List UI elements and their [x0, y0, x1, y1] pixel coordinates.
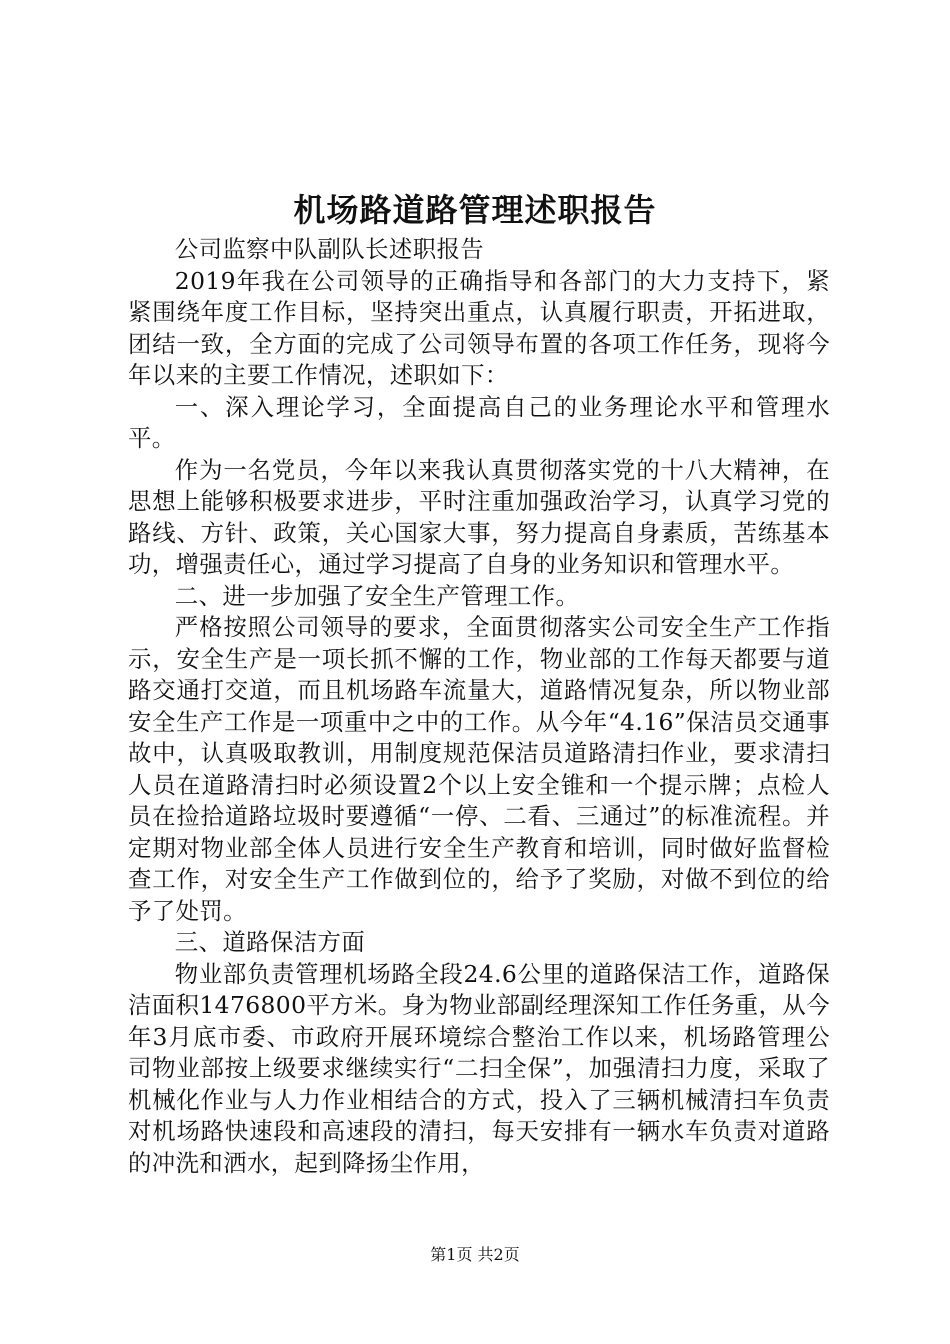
- section-heading-3: 三、道路保洁方面: [174, 928, 366, 956]
- section-heading-2: 二、进一步加强了安全生产管理工作。: [174, 581, 580, 610]
- page-number-footer: 第1页 共2页: [430, 1245, 520, 1264]
- document-title: 机场路道路管理述职报告: [293, 191, 657, 229]
- paragraph-road-cleaning: 物业部负责管理机场路全段24.6公里的道路保洁工作，道路保洁面积1476800平方米。身为物业部副经理深知工作任务重，从今年3月底市委、市政府开展环境综合整治工作以来，机场路管理公司物业部按上级要求继续实行“二扫全保”，加强清扫力度，采取了机械化作业与人力作业相结合的方式，投入了三辆机械清扫车负责对机场路快速段和高速段的清扫，每天安排有一辆水车负责对道路的冲洗和洒水，起到降扬尘作用，: [128, 959, 830, 1177]
- document-body: [128, 234, 830, 1179]
- paragraph-safety: 严格按照公司领导的要求，全面贯彻落实公司安全生产工作指示，安全生产是一项长抓不懈的工作，物业部的工作每天都要与道路交通打交道，而且机场路车流量大，道路情况复杂，所以物业部安全生产工作是一项重中之中的工作。从今年“4.16”保洁员交通事故中，认真吸取教训，用制度规范保洁员道路清扫作业，要求清扫人员在道路清扫时必须设置2个以上安全锥和一个提示牌；点检人员在捡拾道路垃圾时要遵循“一停、二看、三通过”的标准流程。并定期对物业部全体人员进行安全生产教育和培训，同时做好监督检查工作，对安全生产工作做到位的，给予了奖励，对做不到位的给予了处罚。: [128, 613, 830, 925]
- section-heading-1: 一、深入理论学习，全面提高自己的业务理论水平和管理水平。: [128, 392, 830, 452]
- paragraph-subtitle: 公司监察中队副队长述职报告: [174, 235, 485, 263]
- paragraph-intro: 2019年我在公司领导的正确指导和各部门的大力支持下，紧紧围绕年度工作目标，坚持突出重点，认真履行职责，开拓进取，团结一致，全方面的完成了公司领导布置的各项工作任务，现将今年以来的主要工作情况，述职如下：: [128, 266, 830, 389]
- paragraph-theory-study: 作为一名党员，今年以来我认真贯彻落实党的十八大精神，在思想上能够积极要求进步，平时注重加强政治学习，认真学习党的路线、方针、政策，关心国家大事，努力提高自身素质，苦练基本功，增强责任心，通过学习提高了自身的业务知识和管理水平。: [128, 455, 830, 578]
